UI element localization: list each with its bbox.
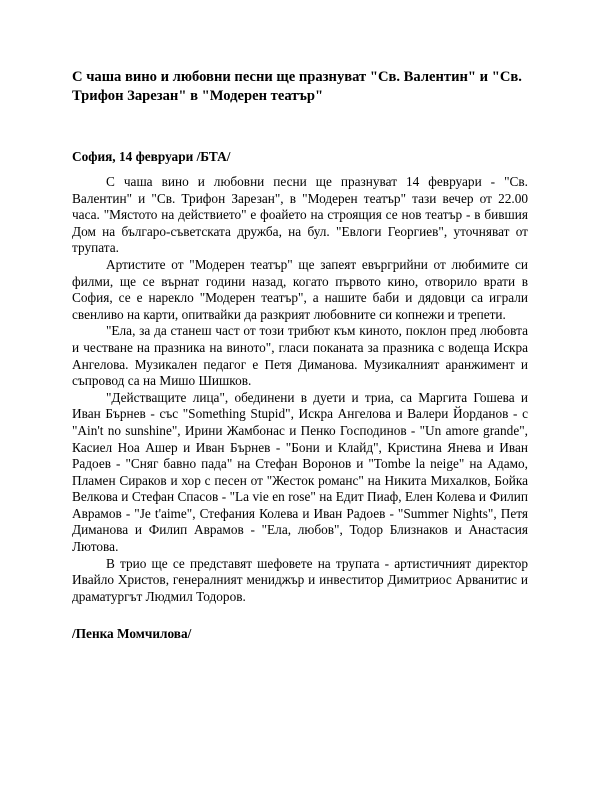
author-signature: /Пенка Момчилова/ <box>72 626 192 642</box>
paragraph: Артистите от "Модерен театър" ще запеят евъргрийни от любимите си филми, ще се върнат години назад, когато първото кино, отворило врати в София, се е нарекло "Модерен театър", а нашите баби и дядовци са играли свенливо на карти, опитвайки да разкрият любовните си копнежи и трепети. <box>72 256 528 322</box>
article-title: С чаша вино и любовни песни ще празнуват "Св. Валентин" и "Св. Трифон Зарезан" в "Модерен театър" <box>72 69 522 104</box>
article-body <box>72 174 528 605</box>
dateline: София, 14 февруари /БТА/ <box>72 149 231 164</box>
paragraph: В трио ще се представят шефовете на трупата - артистичният директор Ивайло Христов, генералният мениджър и инвеститор Димитриос Арванитис и драматургът Людмил Тодоров. <box>72 555 528 604</box>
paragraph: "Действащите лица", обединени в дуети и триа, са Маргита Гошева и Иван Бърнев - със "Something Stupid", Искра Ангелова и Валери Йорданов - с "Ain't no sunshine", Ирини Жамбонас и Пенко Господинов - "Un amore grande", Касиел Ноа Ашер и Иван Бърнев - "Бони и Клайд", Кристина Янева и Иван Радоев - "Сняг бавно пада" на Стефан Воронов и "Tombe la neige" на Адамо, Пламен Сираков и хор с песен от "Жесток романс" на Никита Михалков, Бойка Велкова и Стефан Спасов - "La vie en rose" на Едит Пиаф, Елен Колева и Филип Аврамов - "Je t'aime", Стефания Колева и Иван Радоев - "Summer Nights", Петя Диманова и Филип Аврамов - "Ела, любов", Тодор Близнаков и Анастасия Лютова. <box>72 389 528 555</box>
paragraph: "Ела, за да станеш част от този трибют към киното, поклон пред любовта и честване на празника на виното", гласи поканата за празника с водеща Искра Ангелова. Музикален педагог е Петя Диманова. Музикалният аранжимент и съпровод са на Мишо Шишков. <box>72 323 528 389</box>
document-page <box>72 68 528 642</box>
paragraph: С чаша вино и любовни песни ще празнуват 14 февруари - "Св. Валентин" и "Св. Трифон Зарезан", в "Модерен театър" тази вечер от 22.00 часа. "Мястото на действието" е фоайето на строящия се нов театър - в бившия Дом на българо-съветската дружба, на бул. "Евлоги Георгиев", уточняват от трупата. <box>72 174 528 256</box>
